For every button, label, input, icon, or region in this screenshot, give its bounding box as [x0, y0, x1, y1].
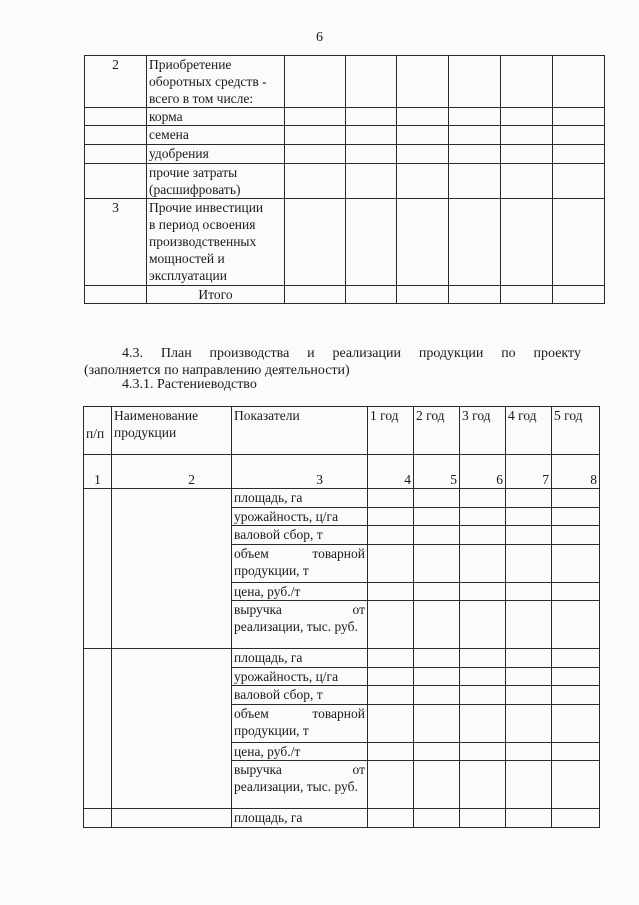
value-cell[interactable]: [501, 145, 553, 164]
value-cell[interactable]: [553, 126, 605, 145]
product-num-cell[interactable]: [84, 489, 112, 649]
investment-table: [84, 55, 605, 304]
row-label: [147, 199, 285, 286]
year-value-cell[interactable]: [460, 761, 506, 809]
row-label-line: всего в том числе:: [149, 91, 254, 106]
year-value-cell[interactable]: [414, 743, 460, 761]
page-number: 6: [316, 30, 323, 45]
row-number: [85, 126, 147, 145]
year-value-cell[interactable]: [368, 686, 414, 705]
year-value-cell[interactable]: [368, 743, 414, 761]
value-cell[interactable]: [346, 56, 397, 108]
section-title: [84, 345, 581, 379]
year-value-cell[interactable]: [368, 809, 414, 828]
indicator-label: объем товарной продукции, т: [232, 705, 368, 743]
indicator-label: урожайность, ц/га: [232, 508, 368, 526]
row-label-line: Прочие инвестиции: [149, 200, 264, 215]
row-label: [147, 56, 285, 108]
value-cell[interactable]: [449, 56, 501, 108]
section-title-line2: (заполняется по направлению деятельности): [84, 363, 350, 378]
year-value-cell[interactable]: [552, 489, 600, 508]
value-cell[interactable]: [501, 56, 553, 108]
value-cell[interactable]: [449, 145, 501, 164]
row-label-line: эксплуатации: [149, 268, 227, 283]
year-value-cell[interactable]: [414, 489, 460, 508]
indicator-label: валовой сбор, т: [232, 526, 368, 545]
year-value-cell[interactable]: [414, 649, 460, 668]
row-number: [85, 164, 147, 199]
indicator-label: площадь, га: [232, 489, 368, 508]
year-value-cell[interactable]: [506, 489, 552, 508]
value-cell[interactable]: [397, 108, 449, 126]
table-row: [84, 489, 600, 508]
value-cell[interactable]: [553, 199, 605, 286]
header-indicators: Показатели: [232, 407, 368, 455]
col-number-2: 2: [112, 455, 232, 489]
year-value-cell[interactable]: [460, 668, 506, 686]
col-number-6: 6: [460, 455, 506, 489]
value-cell[interactable]: [501, 164, 553, 199]
value-cell[interactable]: [397, 145, 449, 164]
year-value-cell[interactable]: [506, 705, 552, 743]
header-year-1: 1 год: [368, 407, 414, 455]
row-label-line: (расшифровать): [149, 182, 241, 197]
total-value-cell[interactable]: [346, 286, 397, 304]
value-cell[interactable]: [449, 108, 501, 126]
row-number: 3: [85, 199, 147, 286]
row-label-line: в период освоения: [149, 217, 256, 232]
value-cell[interactable]: [449, 164, 501, 199]
indicator-label: выручка от реализации, тыс. руб.: [232, 761, 368, 809]
header-name: Наименование продукции: [112, 407, 232, 455]
value-cell[interactable]: [285, 126, 346, 145]
indicator-label: валовой сбор, т: [232, 686, 368, 705]
year-value-cell[interactable]: [506, 649, 552, 668]
total-value-cell[interactable]: [285, 286, 346, 304]
section-subtitle: 4.3.1. Растениеводство: [122, 377, 257, 392]
year-value-cell[interactable]: [460, 649, 506, 668]
row-label: [147, 145, 285, 164]
year-value-cell[interactable]: [460, 743, 506, 761]
year-value-cell[interactable]: [414, 583, 460, 601]
row-number: [85, 108, 147, 126]
year-value-cell[interactable]: [506, 545, 552, 583]
year-value-cell[interactable]: [460, 583, 506, 601]
indicator-label: площадь, га: [232, 649, 368, 668]
year-value-cell[interactable]: [552, 668, 600, 686]
value-cell[interactable]: [553, 108, 605, 126]
year-value-cell[interactable]: [368, 489, 414, 508]
value-cell[interactable]: [285, 108, 346, 126]
value-cell[interactable]: [285, 164, 346, 199]
table-row: [85, 164, 605, 199]
indicator-label: урожайность, ц/га: [232, 668, 368, 686]
year-value-cell[interactable]: [414, 686, 460, 705]
value-cell[interactable]: [285, 199, 346, 286]
year-value-cell[interactable]: [506, 526, 552, 545]
year-value-cell[interactable]: [414, 809, 460, 828]
row-label: [147, 108, 285, 126]
year-value-cell[interactable]: [552, 583, 600, 601]
value-cell[interactable]: [346, 145, 397, 164]
year-value-cell[interactable]: [506, 583, 552, 601]
total-value-cell[interactable]: [553, 286, 605, 304]
year-value-cell[interactable]: [460, 686, 506, 705]
col-number-4: 4: [368, 455, 414, 489]
year-value-cell[interactable]: [506, 686, 552, 705]
row-label-line: производственных: [149, 234, 257, 249]
row-label-line: прочие затраты: [149, 165, 238, 180]
value-cell[interactable]: [397, 164, 449, 199]
col-number-3: 3: [232, 455, 368, 489]
year-value-cell[interactable]: [460, 526, 506, 545]
year-value-cell[interactable]: [368, 583, 414, 601]
year-value-cell[interactable]: [414, 508, 460, 526]
year-value-cell[interactable]: [368, 668, 414, 686]
indicator-label: цена, руб./т: [232, 743, 368, 761]
year-value-cell[interactable]: [552, 705, 600, 743]
header-year-3: 3 год: [460, 407, 506, 455]
year-value-cell[interactable]: [414, 601, 460, 649]
year-value-cell[interactable]: [460, 508, 506, 526]
total-value-cell[interactable]: [397, 286, 449, 304]
product-name-cell[interactable]: [112, 809, 232, 828]
product-name-cell[interactable]: [112, 489, 232, 649]
value-cell[interactable]: [397, 126, 449, 145]
year-value-cell[interactable]: [414, 668, 460, 686]
year-value-cell[interactable]: [506, 743, 552, 761]
total-row: [85, 286, 605, 304]
header-year-4: 4 год: [506, 407, 552, 455]
section-title-line1: 4.3. План производства и реализации продукции по проекту: [122, 346, 581, 361]
value-cell[interactable]: [449, 126, 501, 145]
row-label-line: корма: [149, 109, 183, 124]
indicator-label: объем товарной продукции, т: [232, 545, 368, 583]
year-value-cell[interactable]: [552, 743, 600, 761]
indicator-label: площадь, га: [232, 809, 368, 828]
total-num-cell: [85, 286, 147, 304]
year-value-cell[interactable]: [414, 761, 460, 809]
year-value-cell[interactable]: [414, 526, 460, 545]
value-cell[interactable]: [397, 56, 449, 108]
year-value-cell[interactable]: [552, 761, 600, 809]
header-year-5: 5 год: [552, 407, 600, 455]
table-row: [85, 199, 605, 286]
crop-production-table: [83, 406, 600, 828]
header-num: п/п: [84, 407, 112, 455]
year-value-cell[interactable]: [552, 649, 600, 668]
row-number: [85, 145, 147, 164]
col-number-5: 5: [414, 455, 460, 489]
col-number-7: 7: [506, 455, 552, 489]
table-row: [85, 108, 605, 126]
value-cell[interactable]: [449, 199, 501, 286]
year-value-cell[interactable]: [460, 545, 506, 583]
row-label-line: мощностей и: [149, 251, 225, 266]
year-value-cell[interactable]: [368, 508, 414, 526]
row-label-line: семена: [149, 127, 189, 142]
year-value-cell[interactable]: [552, 686, 600, 705]
year-value-cell[interactable]: [506, 761, 552, 809]
value-cell[interactable]: [501, 108, 553, 126]
year-value-cell[interactable]: [506, 508, 552, 526]
value-cell[interactable]: [285, 56, 346, 108]
value-cell[interactable]: [553, 56, 605, 108]
col-number-8: 8: [552, 455, 600, 489]
value-cell[interactable]: [397, 199, 449, 286]
year-value-cell[interactable]: [460, 489, 506, 508]
value-cell[interactable]: [553, 164, 605, 199]
value-cell[interactable]: [553, 145, 605, 164]
row-label: [147, 126, 285, 145]
year-value-cell[interactable]: [368, 761, 414, 809]
table-header-row: [84, 407, 600, 455]
year-value-cell[interactable]: [506, 601, 552, 649]
header-year-2: 2 год: [414, 407, 460, 455]
row-label-line: удобрения: [149, 146, 209, 161]
year-value-cell[interactable]: [368, 649, 414, 668]
indicator-label: цена, руб./т: [232, 583, 368, 601]
table-row: [84, 809, 600, 828]
row-label-line: Приобретение: [149, 57, 232, 72]
year-value-cell[interactable]: [552, 601, 600, 649]
col-number-1: 1: [84, 455, 112, 489]
year-value-cell[interactable]: [368, 601, 414, 649]
value-cell[interactable]: [285, 145, 346, 164]
total-label: Итого: [147, 286, 285, 304]
row-label: [147, 164, 285, 199]
year-value-cell[interactable]: [460, 705, 506, 743]
year-value-cell[interactable]: [414, 545, 460, 583]
column-number-row: [84, 455, 600, 489]
value-cell[interactable]: [346, 199, 397, 286]
value-cell[interactable]: [501, 126, 553, 145]
product-num-cell[interactable]: [84, 649, 112, 809]
indicator-label: выручка от реализации, тыс. руб.: [232, 601, 368, 649]
product-name-cell[interactable]: [112, 649, 232, 809]
year-value-cell[interactable]: [552, 545, 600, 583]
year-value-cell[interactable]: [552, 508, 600, 526]
year-value-cell[interactable]: [552, 809, 600, 828]
value-cell[interactable]: [346, 108, 397, 126]
year-value-cell[interactable]: [460, 601, 506, 649]
year-value-cell[interactable]: [460, 809, 506, 828]
product-num-cell[interactable]: [84, 809, 112, 828]
year-value-cell[interactable]: [552, 526, 600, 545]
row-label-line: оборотных средств -: [149, 74, 267, 89]
value-cell[interactable]: [346, 126, 397, 145]
year-value-cell[interactable]: [506, 668, 552, 686]
table-row: [85, 126, 605, 145]
year-value-cell[interactable]: [368, 526, 414, 545]
year-value-cell[interactable]: [414, 705, 460, 743]
value-cell[interactable]: [346, 164, 397, 199]
total-value-cell[interactable]: [501, 286, 553, 304]
table-row: [85, 145, 605, 164]
year-value-cell[interactable]: [506, 809, 552, 828]
row-number: 2: [85, 56, 147, 108]
value-cell[interactable]: [501, 199, 553, 286]
total-value-cell[interactable]: [449, 286, 501, 304]
table-row: [85, 56, 605, 108]
table-row: [84, 649, 600, 668]
year-value-cell[interactable]: [368, 705, 414, 743]
year-value-cell[interactable]: [368, 545, 414, 583]
